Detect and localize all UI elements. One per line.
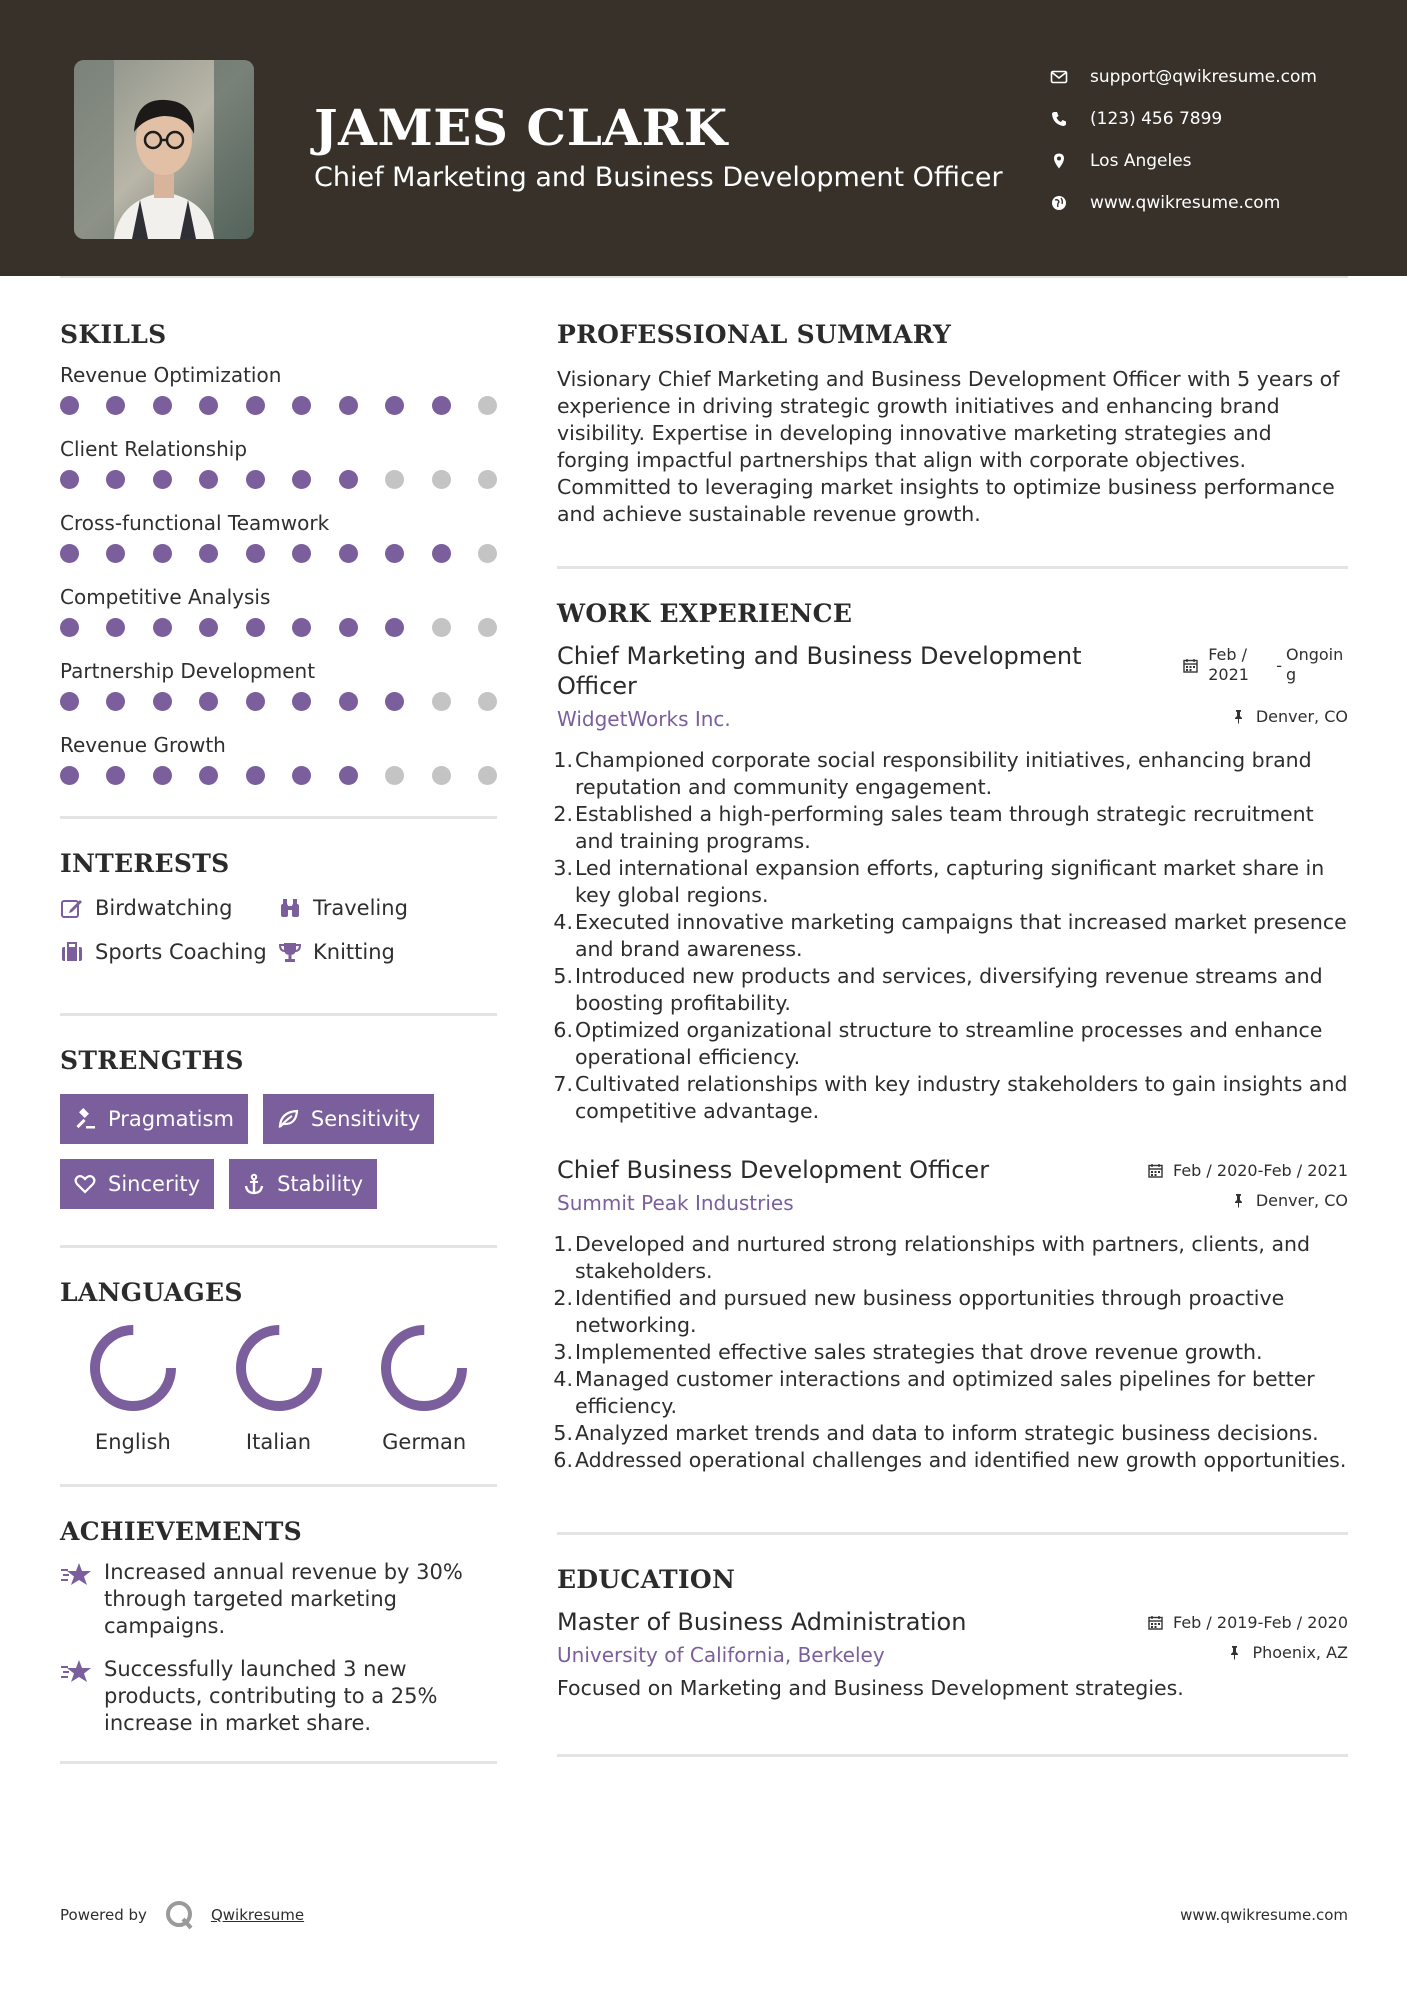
responsibility-item: Analyzed market trends and data to inform strategic business decisions. <box>575 1421 1319 1445</box>
job-location <box>1231 707 1348 726</box>
rating-dot-empty <box>432 618 451 637</box>
rating-dot-filled <box>60 470 79 489</box>
rating-dot-filled <box>106 396 125 415</box>
rating-dot-empty <box>478 692 497 711</box>
globe-icon <box>1050 194 1068 212</box>
skill-item <box>60 360 497 434</box>
rating-dot-filled <box>339 692 358 711</box>
company-name: WidgetWorks Inc. <box>557 707 731 731</box>
leaf-icon <box>277 1108 299 1130</box>
skill-name: Revenue Optimization <box>60 363 282 387</box>
rating-dot-filled <box>432 544 451 563</box>
strengths-list <box>60 1094 497 1209</box>
achievement-text: Successfully launched 3 new products, contributing to a 25% increase in market share. <box>104 1657 438 1735</box>
rating-dot-filled <box>339 396 358 415</box>
edit-icon <box>60 896 84 920</box>
rating-dot-filled <box>385 396 404 415</box>
contact-location <box>1050 140 1390 182</box>
rating-dot-empty <box>385 470 404 489</box>
responsibility-item: Addressed operational challenges and identified new growth opportunities. <box>575 1448 1347 1472</box>
rating-dot-empty <box>432 470 451 489</box>
rating-dot-empty <box>478 544 497 563</box>
contact-location-text: Los Angeles <box>1090 151 1192 171</box>
rating-dot-filled <box>385 692 404 711</box>
job-entry <box>557 1155 1348 1474</box>
responsibility-item: Implemented effective sales strategies that drove revenue growth. <box>575 1340 1263 1364</box>
interest-item <box>278 893 497 923</box>
skills-list <box>60 360 497 804</box>
strength-label: Stability <box>277 1172 364 1196</box>
left-column <box>60 320 497 1764</box>
strength-tag <box>60 1094 248 1144</box>
footer-url[interactable]: www.qwikresume.com <box>1180 1906 1348 1924</box>
skill-rating <box>60 612 497 656</box>
rating-dot-filled <box>60 544 79 563</box>
responsibility-item: Executed innovative marketing campaigns that increased market presence and brand awareness. <box>575 910 1347 961</box>
interests-list <box>60 893 497 967</box>
rating-dot-filled <box>199 766 218 785</box>
date-separator: - <box>1276 655 1282 675</box>
interests-divider <box>60 1013 497 1016</box>
trophy-icon <box>278 940 302 964</box>
rating-dot-filled <box>339 470 358 489</box>
rating-dot-empty <box>478 470 497 489</box>
rating-dot-filled <box>292 470 311 489</box>
contact-list <box>1050 56 1390 224</box>
job-dates <box>1183 645 1348 685</box>
responsibilities-list <box>557 747 1348 1125</box>
calendar-icon <box>1148 1615 1163 1630</box>
rating-dot-filled <box>199 396 218 415</box>
profile-photo <box>74 60 254 239</box>
rating-dot-filled <box>106 692 125 711</box>
skill-rating <box>60 686 497 730</box>
summary-text: Visionary Chief Marketing and Business Development Officer with 5 years of experience in driving strategic growth initiatives and enhancing brand visibility. Expertise in developing innovative marketing strategies and forging impactful partnerships that align with corporate objectives. Committed to leveraging market insights to optimize business performance and achieve sustainable revenue growth. <box>557 367 1340 526</box>
skill-item <box>60 508 497 582</box>
language-item <box>206 1322 352 1454</box>
candidate-title: Chief Marketing and Business Development Officer <box>314 162 1003 193</box>
rating-dot-filled <box>106 766 125 785</box>
briefcase-icon <box>60 940 84 964</box>
job-entry <box>557 641 1348 1125</box>
interest-label: Birdwatching <box>95 896 233 920</box>
responsibility-item: Optimized organizational structure to streamline processes and enhance operational efficiency. <box>575 1018 1323 1069</box>
experience-divider <box>557 1532 1348 1535</box>
achievement-item <box>60 1656 497 1737</box>
rating-dot-filled <box>339 544 358 563</box>
resume-header <box>0 0 1407 276</box>
strength-tag <box>60 1159 214 1209</box>
summary-divider <box>557 566 1348 569</box>
contact-website-text: www.qwikresume.com <box>1090 193 1281 213</box>
powered-by <box>60 1898 304 1932</box>
rating-dot-filled <box>106 470 125 489</box>
rating-dot-filled <box>199 544 218 563</box>
interest-label: Sports Coaching <box>95 940 267 964</box>
rating-dot-filled <box>60 396 79 415</box>
rating-dot-filled <box>246 544 265 563</box>
rating-dot-filled <box>153 692 172 711</box>
responsibility-item: Managed customer interactions and optimized sales pipelines for better efficiency. <box>575 1367 1315 1418</box>
heart-icon <box>74 1173 96 1195</box>
skill-rating <box>60 464 497 508</box>
school-name: University of California, Berkeley <box>557 1643 885 1667</box>
interest-label: Traveling <box>313 896 408 920</box>
rating-dot-empty <box>432 766 451 785</box>
rating-dot-filled <box>106 544 125 563</box>
rating-dot-filled <box>292 692 311 711</box>
rating-dot-filled <box>246 692 265 711</box>
anchor-icon <box>243 1173 265 1195</box>
strength-label: Sensitivity <box>310 1107 421 1131</box>
skill-name: Cross-functional Teamwork <box>60 511 330 535</box>
strength-tag <box>229 1159 377 1209</box>
pushpin-icon <box>1231 709 1246 724</box>
contact-email[interactable] <box>1050 56 1390 98</box>
strengths-heading: STRENGTHS <box>60 1046 244 1075</box>
language-level-arc <box>386 1330 462 1406</box>
rating-dot-filled <box>246 396 265 415</box>
rating-dot-filled <box>60 692 79 711</box>
rating-dot-empty <box>478 618 497 637</box>
calendar-icon <box>1148 1163 1163 1178</box>
language-level-ring <box>233 1322 325 1414</box>
header-divider <box>60 276 1348 278</box>
skills-divider <box>60 816 497 819</box>
rating-dot-filled <box>106 618 125 637</box>
gavel-icon <box>74 1108 96 1130</box>
footer <box>60 1898 1348 1932</box>
language-level-arc <box>95 1330 171 1406</box>
job-location <box>1231 1191 1348 1210</box>
responsibility-item: Established a high-performing sales team through strategic recruitment and training programs. <box>575 802 1314 853</box>
responsibility-item: Introduced new products and services, diversifying revenue streams and boosting profitability. <box>575 964 1323 1015</box>
strength-label: Sincerity <box>108 1172 201 1196</box>
interest-item <box>60 937 278 967</box>
rating-dot-filled <box>153 470 172 489</box>
rating-dot-filled <box>153 544 172 563</box>
job-dates <box>1148 1161 1348 1180</box>
responsibility-item: Identified and pursued new business opportunities through proactive networking. <box>575 1286 1285 1337</box>
skill-item <box>60 730 497 804</box>
achievements-list <box>60 1559 497 1737</box>
right-column <box>557 320 1348 1757</box>
contact-email-text: support@qwikresume.com <box>1090 67 1317 87</box>
language-item <box>60 1322 206 1454</box>
rating-dot-empty <box>478 766 497 785</box>
rating-dot-filled <box>292 544 311 563</box>
responsibility-item: Championed corporate social responsibility initiatives, enhancing brand reputation and community engagement. <box>575 748 1312 799</box>
education-location-text: Phoenix, AZ <box>1252 1643 1348 1662</box>
brand-link[interactable]: Qwikresume <box>210 1906 305 1924</box>
rating-dot-filled <box>385 618 404 637</box>
rating-dot-filled <box>199 470 218 489</box>
achievement-item <box>60 1559 497 1640</box>
rating-dot-empty <box>478 396 497 415</box>
job-date-range: Feb / 2020-Feb / 2021 <box>1173 1161 1348 1180</box>
interest-item <box>278 937 497 967</box>
achievement-text: Increased annual revenue by 30% through targeted marketing campaigns. <box>104 1560 463 1638</box>
skill-name: Partnership Development <box>60 659 316 683</box>
phone-icon <box>1050 110 1068 128</box>
rating-dot-filled <box>246 766 265 785</box>
skill-item <box>60 656 497 730</box>
rating-dot-filled <box>246 470 265 489</box>
rating-dot-filled <box>246 618 265 637</box>
skill-rating <box>60 390 497 434</box>
pushpin-icon <box>1227 1645 1242 1660</box>
skill-name: Client Relationship <box>60 437 248 461</box>
language-name: English <box>94 1430 171 1454</box>
degree-title: Master of Business Administration <box>557 1608 967 1636</box>
contact-phone[interactable] <box>1050 98 1390 140</box>
powered-by-label: Powered by <box>60 1906 147 1924</box>
responsibility-item: Cultivated relationships with key industry stakeholders to gain insights and competitive advantage. <box>575 1072 1348 1123</box>
rating-dot-filled <box>153 766 172 785</box>
rating-dot-filled <box>60 766 79 785</box>
star-icon <box>60 1658 92 1686</box>
language-item <box>351 1322 497 1454</box>
responsibilities-list <box>557 1231 1348 1474</box>
skill-item <box>60 434 497 508</box>
experience-heading: WORK EXPERIENCE <box>557 599 853 628</box>
interest-label: Knitting <box>313 940 395 964</box>
interest-item <box>60 893 278 923</box>
interests-heading: INTERESTS <box>60 849 230 878</box>
calendar-icon <box>1183 658 1198 673</box>
rating-dot-filled <box>292 766 311 785</box>
education-date-range: Feb / 2019-Feb / 2020 <box>1173 1613 1348 1632</box>
education-heading: EDUCATION <box>557 1565 736 1594</box>
languages-divider <box>60 1484 497 1487</box>
rating-dot-filled <box>292 396 311 415</box>
strength-label: Pragmatism <box>108 1107 234 1131</box>
skill-name: Revenue Growth <box>60 733 226 757</box>
job-title: Chief Marketing and Business Development Officer <box>557 642 1082 700</box>
education-divider <box>557 1754 1348 1757</box>
skill-name: Competitive Analysis <box>60 585 271 609</box>
star-icon <box>60 1561 92 1589</box>
rating-dot-filled <box>199 692 218 711</box>
contact-phone-text: (123) 456 7899 <box>1090 109 1223 129</box>
language-level-arc <box>241 1330 317 1406</box>
education-dates <box>1148 1613 1348 1632</box>
rating-dot-filled <box>153 618 172 637</box>
language-name: German <box>382 1430 467 1454</box>
rating-dot-empty <box>385 766 404 785</box>
pushpin-icon <box>1231 1193 1246 1208</box>
job-end-date: Ongoing <box>1286 645 1344 684</box>
rating-dot-filled <box>199 618 218 637</box>
rating-dot-filled <box>385 544 404 563</box>
languages-list <box>60 1322 497 1454</box>
responsibility-item: Led international expansion efforts, capturing significant market share in key global regions. <box>575 856 1325 907</box>
responsibility-item: Developed and nurtured strong relationships with partners, clients, and stakeholders. <box>575 1232 1311 1283</box>
qwikresume-logo-icon <box>163 1898 197 1932</box>
strength-tag <box>263 1094 434 1144</box>
achievements-heading: ACHIEVEMENTS <box>60 1517 302 1546</box>
rating-dot-filled <box>339 618 358 637</box>
education-description: Focused on Marketing and Business Development strategies. <box>557 1676 1184 1700</box>
job-title: Chief Business Development Officer <box>557 1156 990 1184</box>
skill-rating <box>60 538 497 582</box>
language-level-ring <box>87 1322 179 1414</box>
summary-heading: PROFESSIONAL SUMMARY <box>557 320 952 349</box>
job-location-text: Denver, CO <box>1255 1191 1348 1210</box>
rating-dot-filled <box>432 396 451 415</box>
rating-dot-filled <box>60 618 79 637</box>
contact-website[interactable] <box>1050 182 1390 224</box>
rating-dot-filled <box>339 766 358 785</box>
job-location-text: Denver, CO <box>1255 707 1348 726</box>
rating-dot-filled <box>292 618 311 637</box>
language-level-ring <box>378 1322 470 1414</box>
company-name: Summit Peak Industries <box>557 1191 794 1215</box>
binoculars-icon <box>278 896 302 920</box>
envelope-icon <box>1050 68 1068 86</box>
skill-rating <box>60 760 497 804</box>
candidate-name: JAMES CLARK <box>314 98 728 157</box>
language-name: Italian <box>245 1430 312 1454</box>
achievements-divider <box>60 1761 497 1764</box>
rating-dot-filled <box>153 396 172 415</box>
job-start-date: Feb / 2021 <box>1208 645 1249 684</box>
skills-heading: SKILLS <box>60 320 167 349</box>
rating-dot-empty <box>432 692 451 711</box>
skill-item <box>60 582 497 656</box>
strengths-divider <box>60 1245 497 1248</box>
languages-heading: LANGUAGES <box>60 1278 243 1307</box>
education-location <box>1227 1643 1348 1662</box>
map-pin-icon <box>1050 152 1068 170</box>
